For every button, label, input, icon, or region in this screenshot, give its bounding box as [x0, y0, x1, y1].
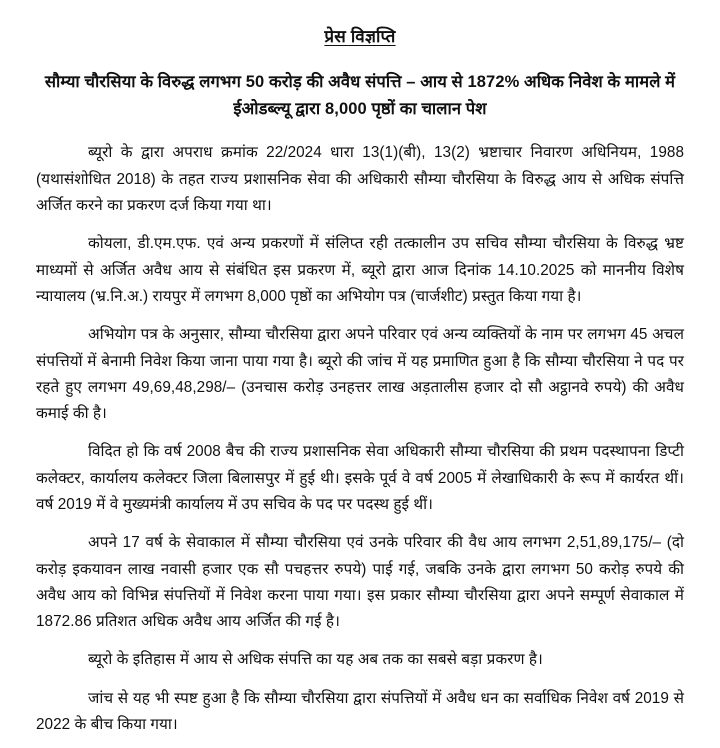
paragraph: ब्यूरो के द्वारा अपराध क्रमांक 22/2024 धारा 13(1)(बी), 13(2) भ्रष्टाचार निवारण अधिनियम, 1988 (यथासंशोधित 2018) के तहत राज्य प्रशासनिक सेवा की अधिकारी सौम्या चौरसिया के विरुद्ध आय से अधिक संपत्ति अर्जित करने का प्रकरण दर्ज किया गया था।: [36, 144, 684, 215]
paragraph: अपने 17 वर्ष के सेवाकाल में सौम्या चौरसिया एवं उनके परिवार की वैध आय लगभग 2,51,89,175/– (दो करोड़ इकयावन लाख नवासी हजार एक सौ पचहत्तर रुपये) पाई गई, जबकि उनके द्वारा लगभग 50 करोड़ रुपये की अवैध आय को विभिन्न संपत्तियों में निवेश करना पाया गया। इस प्रकार सौम्या चौरसिया द्वारा अपने सम्पूर्ण सेवाकाल में 1872.86 प्रतिशत अधिक अवैध आय अर्जित की गई है।: [36, 534, 684, 631]
paragraph: जांच से यह भी स्पष्ट हुआ है कि सौम्या चौरसिया द्वारा संपत्तियों में अवैध धन का सर्वाधिक निवेश वर्ष 2019 से 2022 के बीच किया गया।: [36, 689, 684, 734]
page-title: प्रेस विज्ञप्ति: [324, 27, 396, 46]
paragraph: अभियोग पत्र के अनुसार, सौम्या चौरसिया द्वारा अपने परिवार एवं अन्य व्यक्तियों के नाम पर लगभग 45 अचल संपत्तियों में बेनामी निवेश किया जाना पाया गया है। ब्यूरो की जांच में यह प्रमाणित हुआ है कि सौम्या चौरसिया ने पद पर रहते हुए लगभग 49,69,48,298/– (उनचास करोड़ उनहत्तर लाख अड़तालीस हजार दो सौ अट्ठानवे रुपये) की अवैध कमाई की है।: [36, 326, 684, 423]
paragraph: ब्यूरो के इतिहास में आय से अधिक संपत्ति का यह अब तक का सबसे बड़ा प्रकरण है।: [88, 651, 543, 669]
document-subject-title: सौम्या चौरसिया के विरुद्ध लगभग 50 करोड़ की अवैध संपत्ति – आय से 1872% अधिक निवेश के मामले में ईओडब्ल्यू द्वारा 8,000 पृष्ठों का चालान पेश: [44, 73, 676, 118]
document-body: [36, 140, 684, 738]
paragraph: विदित हो कि वर्ष 2008 बैच की राज्य प्रशासनिक सेवा अधिकारी सौम्या चौरसिया की प्रथम पदस्थापना डिप्टी कलेक्टर, कार्यालय कलेक्टर जिला बिलासपुर में हुई थी। इसके पूर्व वे वर्ष 2005 में लेखाधिकारी के रूप में कार्यरत थीं। वर्ष 2019 में वे मुख्यमंत्री कार्यालय में उप सचिव के पद पर पदस्थ हुई थीं।: [36, 443, 684, 513]
paragraph: कोयला, डी.एम.एफ. एवं अन्य प्रकरणों में संलिप्त रही तत्कालीन उप सचिव सौम्या चौरसिया के विरुद्ध भ्रष्ट माध्यमों से अर्जित अवैध आय से संबंधित इस प्रकरण में, ब्यूरो द्वारा आज दिनांक 14.10.2025 को माननीय विशेष न्यायालय (भ्र.नि.अ.) रायपुर में लगभग 8,000 पृष्ठों का अभियोग पत्र (चार्जशीट) प्रस्तुत किया गया है।: [36, 235, 684, 305]
